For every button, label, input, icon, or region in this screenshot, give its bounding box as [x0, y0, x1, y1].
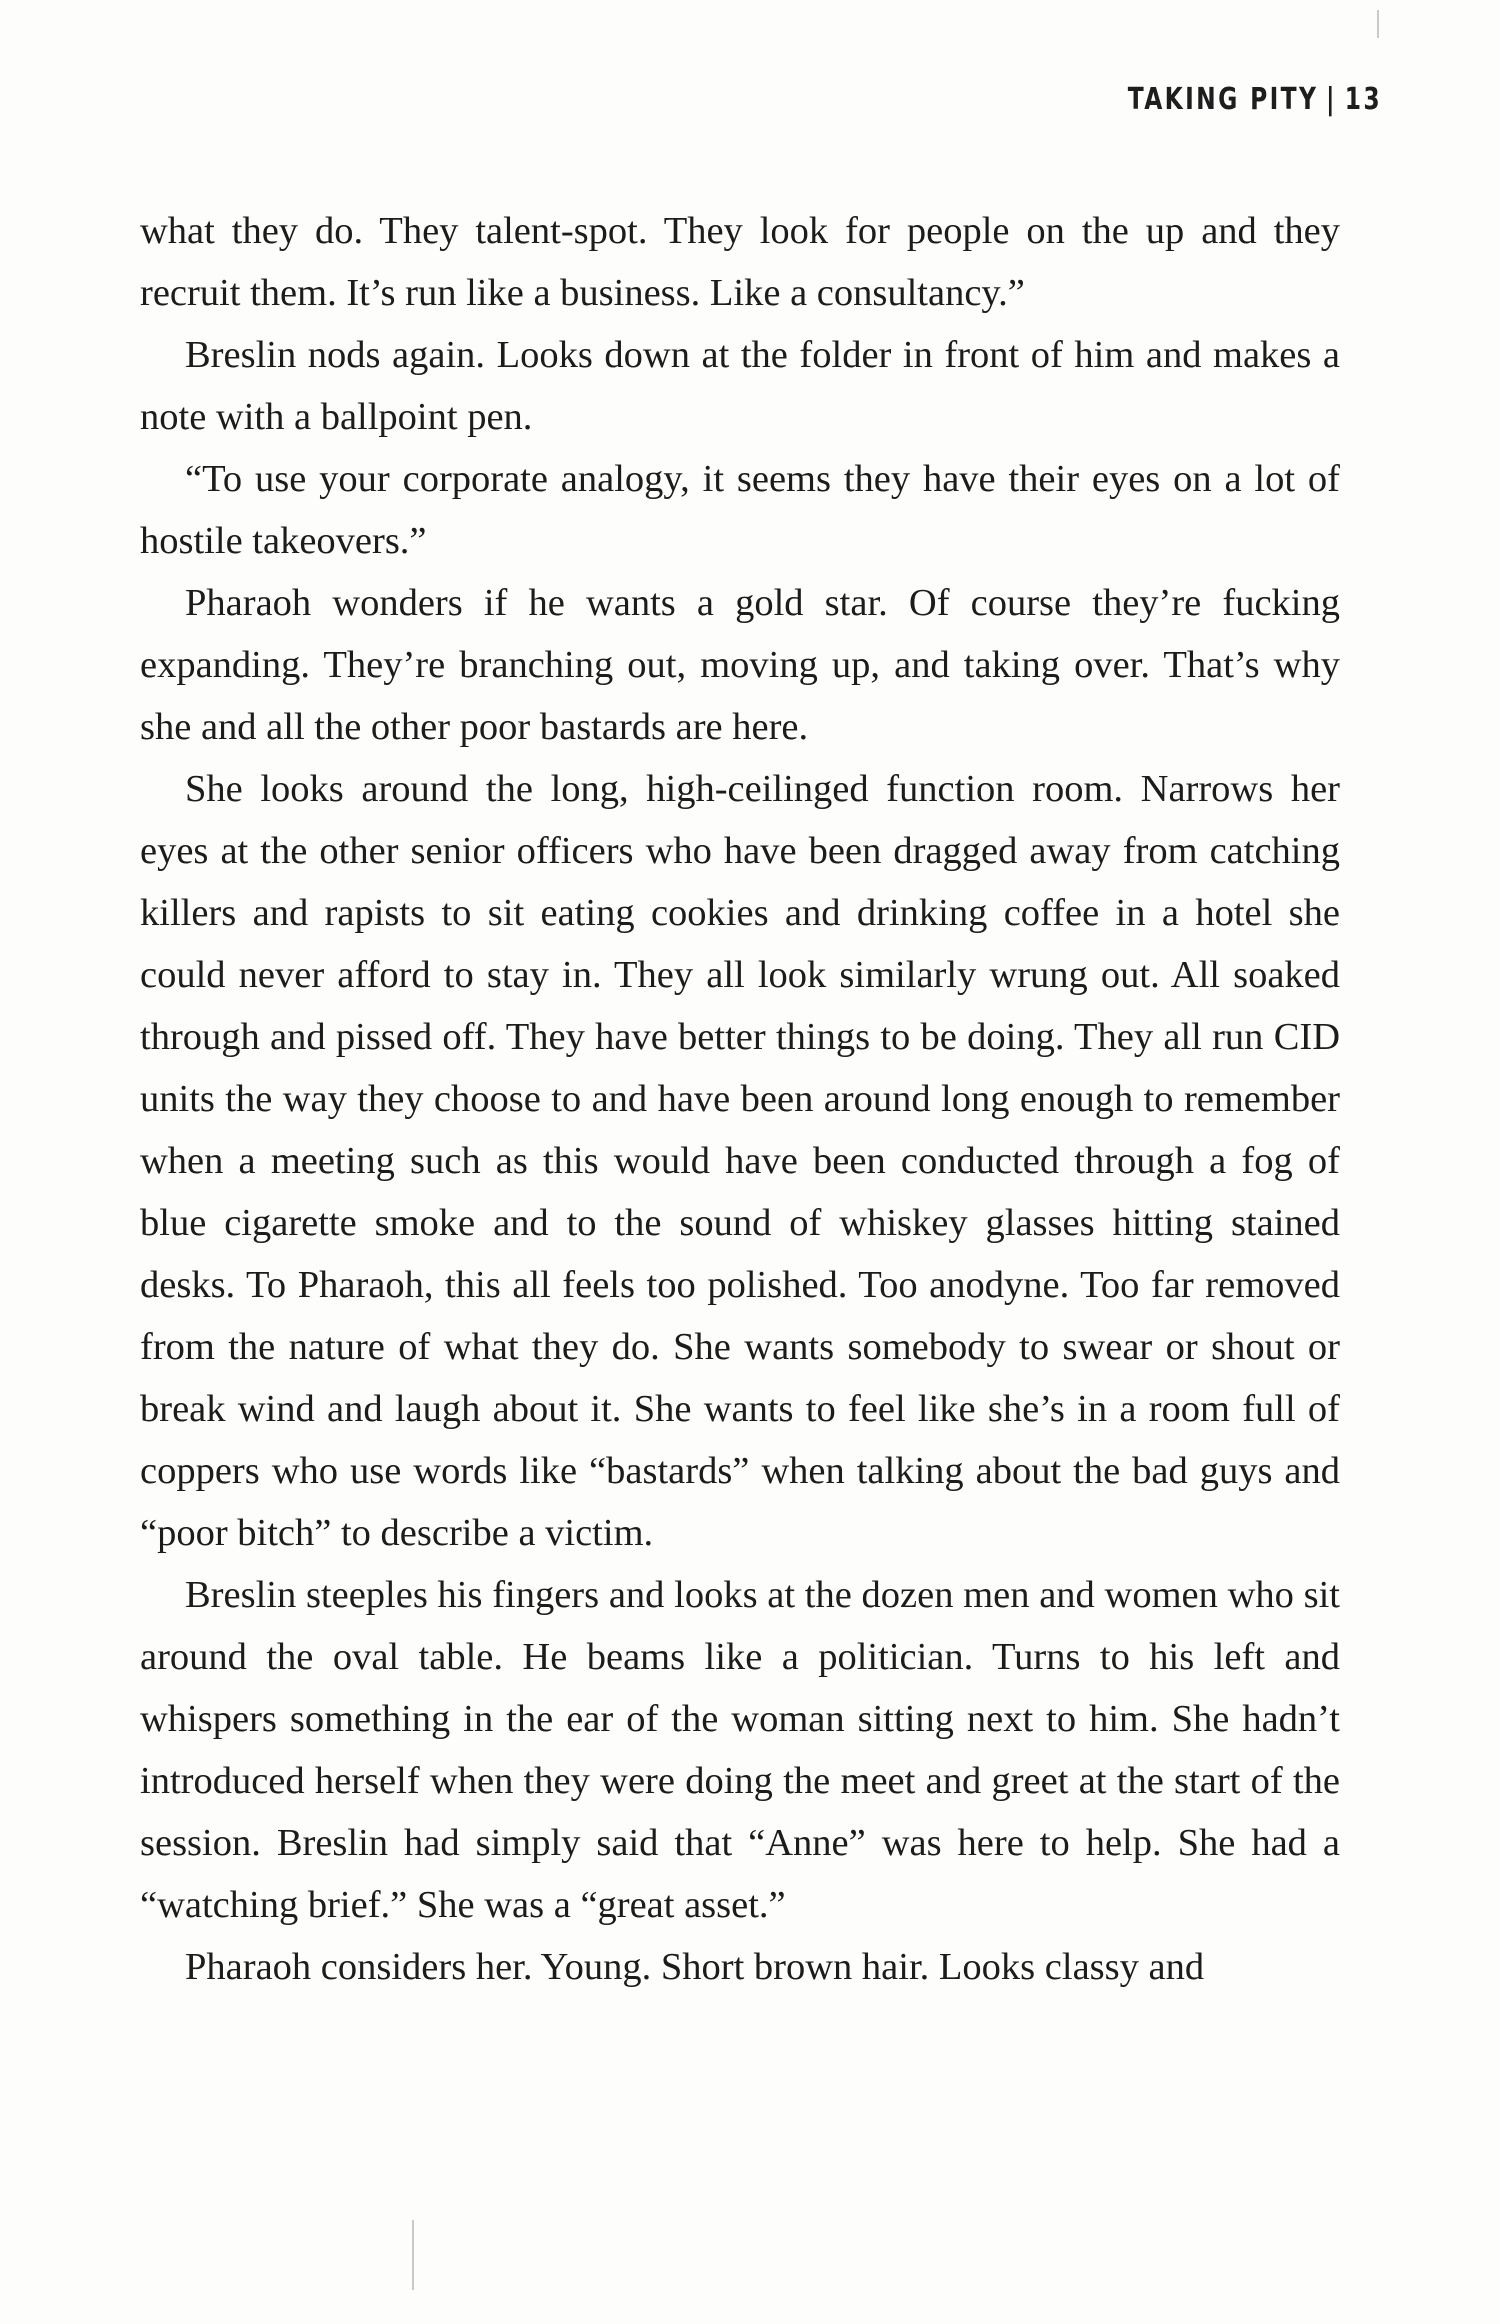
- scan-artifact: [1377, 10, 1379, 38]
- paragraph: Breslin steeples his fingers and looks at the dozen men and women who sit around the oval table. He beams like a politician. Turns to his left and whispers something in the ear of the woman sitting next to him. She hadn’t introduced herself when they were doing the meet and greet at the start of the session. Breslin had simply said that “Anne” was here to help. She had a “watching brief.” She was a “great asset.”: [140, 1574, 1340, 1926]
- scan-artifact: [412, 2220, 414, 2290]
- running-head: [1128, 82, 1382, 117]
- paragraph-continuation: what they do. They talent-spot. They look for people on the up and they recruit them. It’s run like a business. Like a consultancy.”: [140, 210, 1340, 314]
- paragraph: Pharaoh wonders if he wants a gold star. Of course they’re fucking expanding. They’re branching out, moving up, and taking over. That’s why she and all the other poor bastards are here.: [140, 582, 1340, 748]
- running-head-separator: |: [1326, 82, 1337, 117]
- paragraph: Breslin nods again. Looks down at the folder in front of him and makes a note with a ballpoint pen.: [140, 334, 1340, 438]
- paragraph: She looks around the long, high-ceilinged function room. Narrows her eyes at the other senior officers who have been dragged away from catching killers and rapists to sit eating cookies and drinking coffee in a hotel she could never afford to stay in. They all look similarly wrung out. All soaked through and pissed off. They have better things to be doing. They all run CID units the way they choose to and have been around long enough to remember when a meeting such as this would have been conducted through a fog of blue cigarette smoke and to the sound of whiskey glasses hitting stained desks. To Pharaoh, this all feels too polished. Too anodyne. Too far removed from the nature of what they do. She wants somebody to swear or shout or break wind and laugh about it. She wants to feel like she’s in a room full of coppers who use words like “bastards” when talking about the bad guys and “poor bitch” to describe a victim.: [140, 768, 1340, 1554]
- paragraph: Pharaoh considers her. Young. Short brown hair. Looks classy and: [185, 1946, 1205, 1988]
- body-text: [140, 200, 1340, 1998]
- paragraph: “To use your corporate analogy, it seems they have their eyes on a lot of hostile takeovers.”: [140, 458, 1340, 562]
- page-number: 13: [1344, 82, 1382, 117]
- running-head-title: TAKING PITY: [1127, 82, 1319, 117]
